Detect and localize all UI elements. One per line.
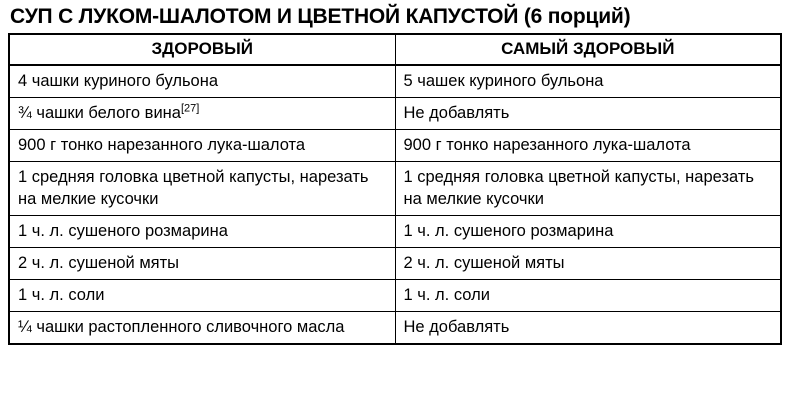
cell-healthiest: 1 ч. л. соли: [395, 280, 781, 312]
table-row: [9, 98, 781, 130]
page-title: СУП С ЛУКОМ-ШАЛОТОМ И ЦВЕТНОЙ КАПУСТОЙ (6 порций): [10, 5, 631, 28]
cell-healthy: [9, 98, 395, 130]
cell-text: 1 ч. л. соли: [18, 286, 105, 304]
column-header-healthiest: САМЫЙ ЗДОРОВЫЙ: [395, 34, 781, 65]
cell-healthy: [9, 130, 395, 162]
cell-healthy: [9, 216, 395, 248]
cell-healthy: [9, 312, 395, 345]
cell-healthiest: 5 чашек куриного бульона: [395, 65, 781, 98]
cell-healthy: [9, 162, 395, 216]
cell-healthiest: 1 средняя головка цветной капусты, нарезать на мелкие кусочки: [395, 162, 781, 216]
cell-text: 1 средняя головка цветной капусты, нарезать на мелкие кусочки: [18, 168, 369, 208]
cell-healthy: [9, 280, 395, 312]
cell-text: 1 ч. л. сушеного розмарина: [18, 222, 228, 240]
table-row: [9, 130, 781, 162]
cell-healthiest: 900 г тонко нарезанного лука-шалота: [395, 130, 781, 162]
table-row: [9, 248, 781, 280]
footnote-marker: [27]: [180, 102, 200, 115]
cell-text: ¼ чашки растопленного сливочного масла: [18, 318, 345, 336]
table-header-row: [9, 34, 781, 65]
cell-text: ¾ чашки белого вина: [18, 104, 181, 122]
cell-text: 900 г тонко нарезанного лука-шалота: [18, 136, 306, 154]
table-row: [9, 65, 781, 98]
cell-text: 4 чашки куриного бульона: [18, 72, 219, 90]
table-row: [9, 280, 781, 312]
recipe-table: [8, 33, 782, 345]
cell-healthy: [9, 248, 395, 280]
table-row: [9, 216, 781, 248]
column-header-healthy: ЗДОРОВЫЙ: [9, 34, 395, 65]
table-row: [9, 162, 781, 216]
cell-healthiest: Не добавлять: [395, 98, 781, 130]
cell-healthiest: 1 ч. л. сушеного розмарина: [395, 216, 781, 248]
cell-healthiest: 2 ч. л. сушеной мяты: [395, 248, 781, 280]
cell-text: 2 ч. л. сушеной мяты: [18, 254, 180, 272]
cell-healthy: [9, 65, 395, 98]
cell-healthiest: Не добавлять: [395, 312, 781, 345]
table-row: [9, 312, 781, 345]
